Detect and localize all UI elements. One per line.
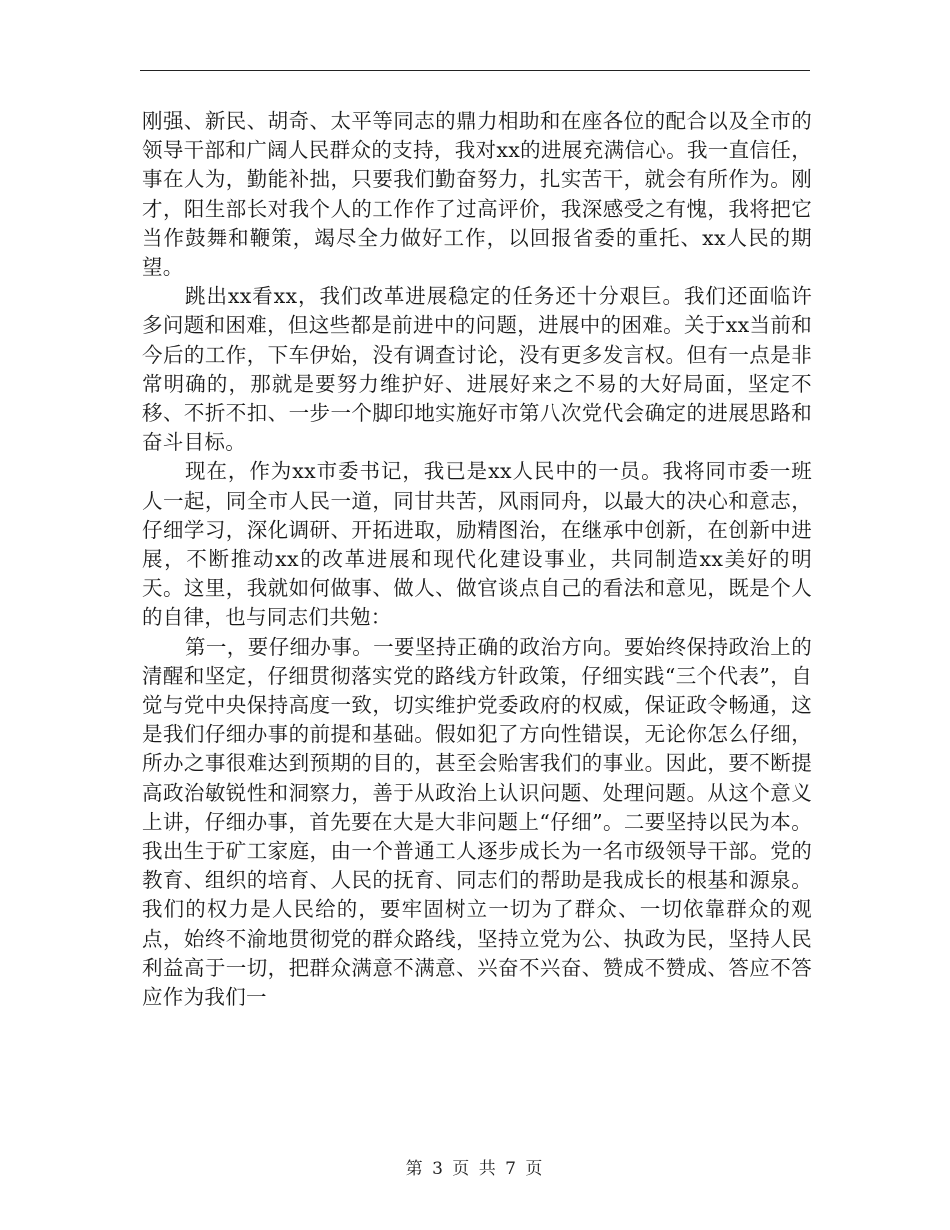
header-rule — [140, 70, 810, 71]
document-body — [142, 107, 812, 1012]
paragraph: 第一，要仔细办事。一要坚持正确的政治方向。要始终保持政治上的清醒和坚定，仔细贯彻落实党的路线方针政策，仔细实践“三个代表”，自觉与党中央保持高度一致，切实维护党委政府的权威，保证政令畅通，这是我们仔细办事的前提和基础。假如犯了方向性错误，无论你怎么仔细，所办之事很难达到预期的目的，甚至会贻害我们的事业。因此，要不断提高政治敏锐性和洞察力，善于从政治上认识问题、处理问题。从这个意义上讲，仔细办事，首先要在大是大非问题上“仔细”。二要坚持以民为本。我出生于矿工家庭，由一个普通工人逐步成长为一名市级领导干部。党的教育、组织的培育、人民的抚育、同志们的帮助是我成长的根基和源泉。我们的权力是人民给的，要牢固树立一切为了群众、一切依靠群众的观点，始终不渝地贯彻党的群众路线，坚持立党为公、执政为民，坚持人民利益高于一切，把群众满意不满意、兴奋不兴奋、赞成不赞成、答应不答应作为我们一 — [142, 634, 812, 1010]
page-number-footer: 第 3 页 共 7 页 — [405, 1159, 545, 1179]
paragraph-continuation: 刚强、新民、胡奇、太平等同志的鼎力相助和在座各位的配合以及全市的领导干部和广阔人民群众的支持，我对xx的进展充满信心。我一直信任，事在人为，勤能补拙，只要我们勤奋努力，扎实苦干，就会有所作为。刚才，阳生部长对我个人的工作作了过高评价，我深感受之有愧，我将把它当作鼓舞和鞭策，竭尽全力做好工作，以回报省委的重托、xx人民的期望。 — [142, 109, 812, 280]
paragraph: 现在，作为xx市委书记，我已是xx人民中的一员。我将同市委一班人一起，同全市人民一道，同甘共苦，风雨同舟，以最大的决心和意志，仔细学习，深化调研、开拓进取，励精图治，在继承中创新，在创新中进展，不断推动xx的改革进展和现代化建设事业，共同制造xx美好的明天。这里，我就如何做事、做人、做官谈点自己的看法和意见，既是个人的自律，也与同志们共勉： — [142, 459, 812, 630]
paragraph: 跳出xx看xx，我们改革进展稳定的任务还十分艰巨。我们还面临许多问题和困难，但这些都是前进中的问题，进展中的困难。关于xx当前和今后的工作，下车伊始，没有调查讨论，没有更多发言权。但有一点是非常明确的，那就是要努力维护好、进展好来之不易的大好局面，坚定不移、不折不扣、一步一个脚印地实施好市第八次党代会确定的进展思路和奋斗目标。 — [142, 284, 812, 455]
